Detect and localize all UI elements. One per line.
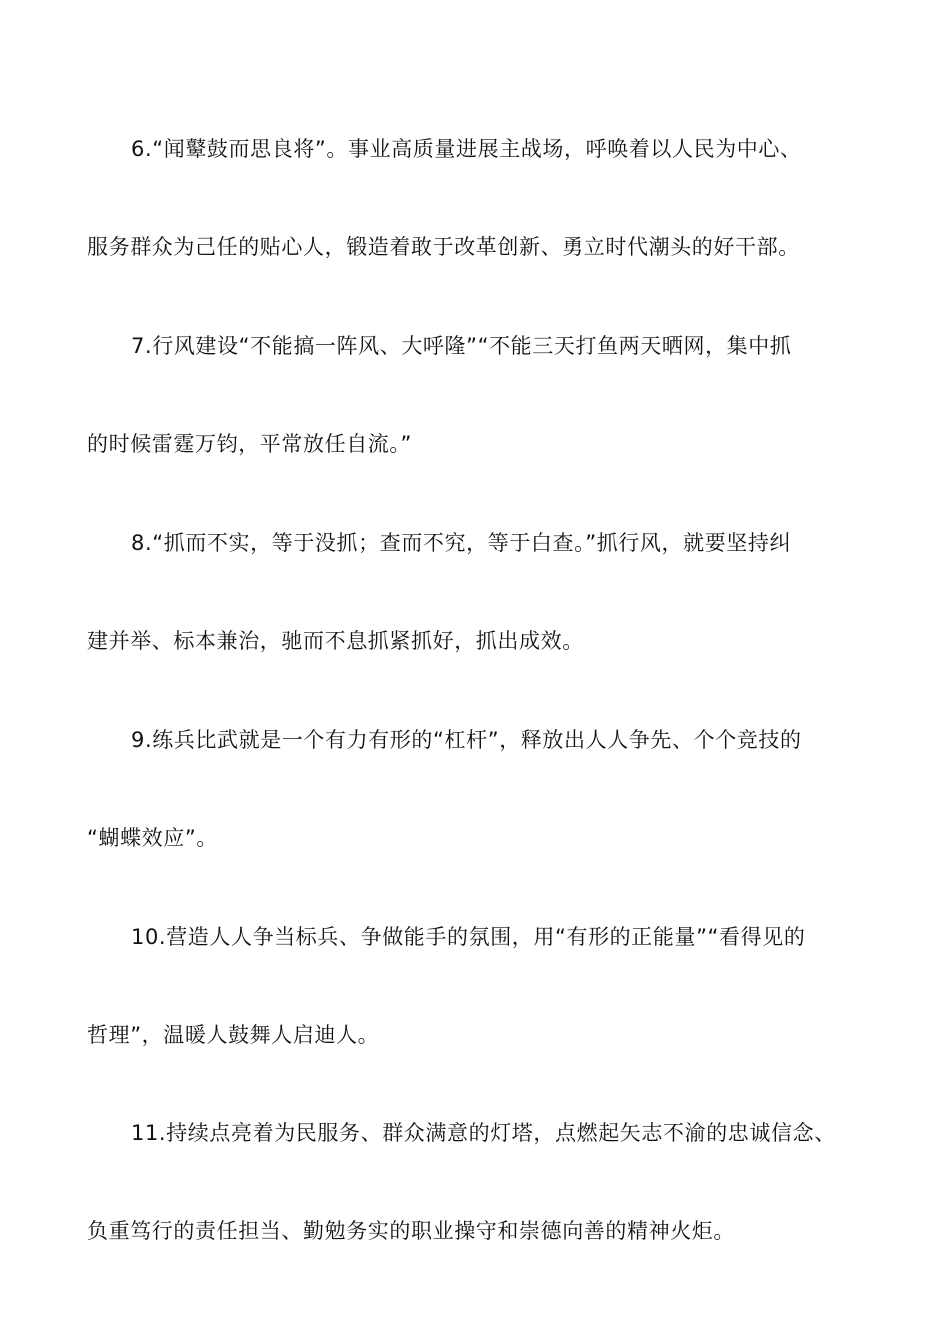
paragraph-line: 10.营造人人争当标兵、争做能手的氛围，用“有形的正能量”“看得见的 — [131, 925, 806, 949]
paragraph-line: 负重笃行的责任担当、勤勉务实的职业操守和崇德向善的精神火炬。 — [87, 1219, 735, 1243]
paragraph-10 — [87, 888, 867, 1084]
paragraph-line: 11.持续点亮着为民服务、群众满意的灯塔，点燃起矢志不渝的忠诚信念、 — [131, 1121, 836, 1145]
paragraph-11 — [87, 1084, 867, 1280]
paragraph-8 — [87, 494, 867, 690]
paragraph-9 — [87, 691, 867, 887]
paragraph-line: 建并举、标本兼治，驰而不息抓紧抓好，抓出成效。 — [87, 629, 584, 653]
paragraph-line: “蝴蝶效应”。 — [87, 826, 218, 850]
paragraph-line: 服务群众为己任的贴心人，锻造着敢于改革创新、勇立时代潮头的好干部。 — [87, 235, 800, 259]
paragraph-7 — [87, 297, 867, 493]
paragraph-line: 的时候雷霆万钧，平常放任自流。” — [87, 432, 412, 456]
paragraph-line: 哲理”，温暖人鼓舞人启迪人。 — [87, 1023, 380, 1047]
paragraph-6 — [87, 100, 867, 296]
paragraph-line: 7.行风建设“不能搞一阵风、大呼隆”“不能三天打鱼两天晒网，集中抓 — [131, 334, 792, 358]
paragraph-line: 8.“抓而不实，等于没抓；查而不究，等于白查。”抓行风，就要坚持纠 — [131, 531, 792, 555]
paragraph-line: 6.“闻鼙鼓而思良将”。事业高质量进展主战场，呼唤着以人民为中心、 — [131, 137, 802, 161]
paragraph-line: 9.练兵比武就是一个有力有形的“杠杆”，释放出人人争先、个个竞技的 — [131, 728, 802, 752]
